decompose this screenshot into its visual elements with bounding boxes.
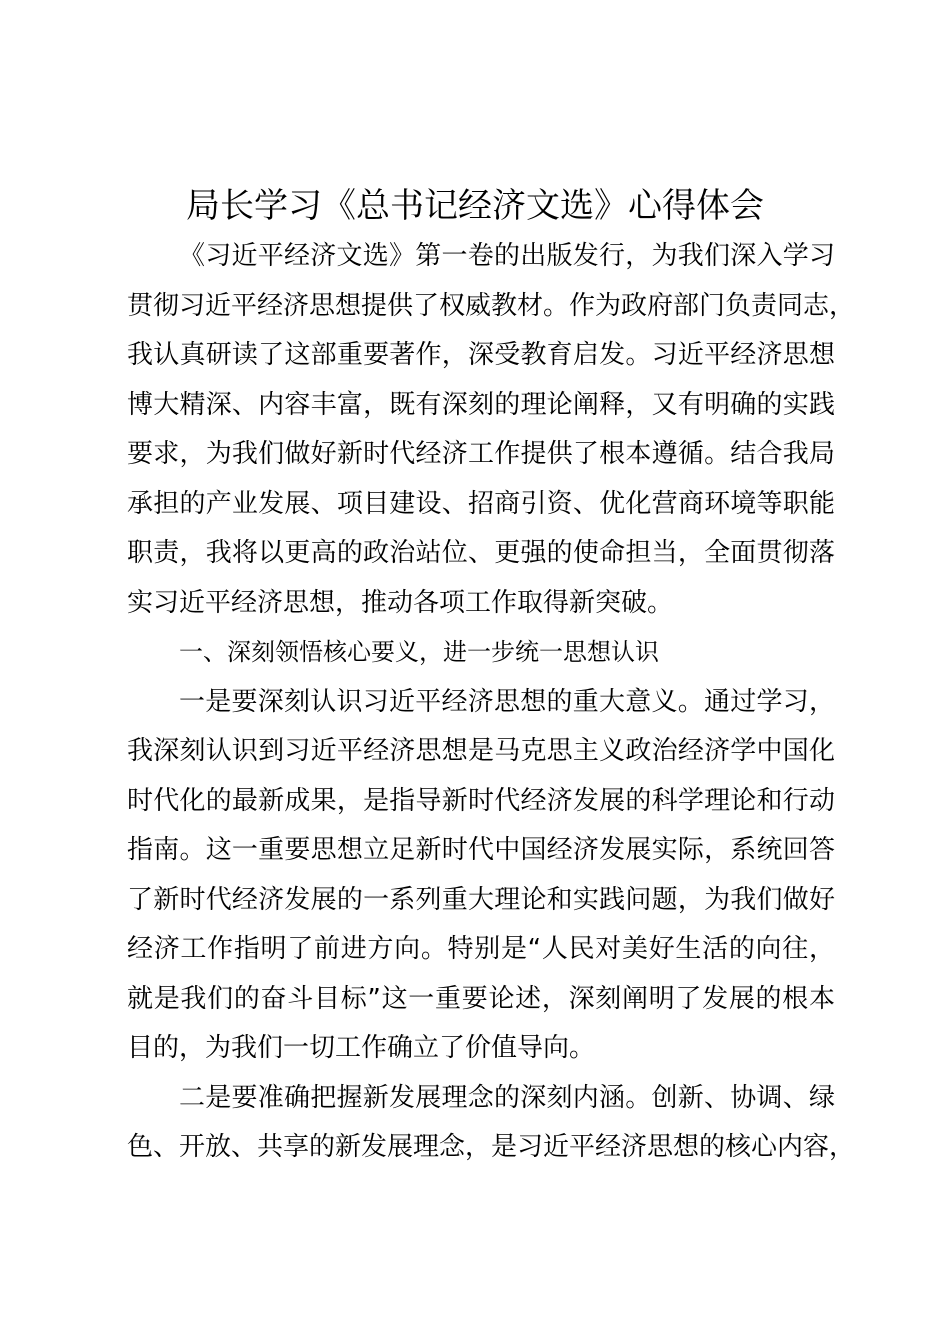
paragraph-line: 承担的产业发展、项目建设、招商引资、优化营商环境等职能 [127,488,835,519]
paragraph-line: 博大精深、内容丰富，既有深刻的理论阐释，又有明确的实践 [127,389,835,420]
paragraph-line: 就是我们的奋斗目标”这一重要论述，深刻阐明了发展的根本 [127,983,835,1014]
paragraph-line: 一是要深刻认识习近平经济思想的重大意义。通过学习， [179,686,835,717]
section-heading: 一、深刻领悟核心要义，进一步统一思想认识 [179,638,659,666]
paragraph-line: 《习近平经济文选》第一卷的出版发行，为我们深入学习 [179,241,835,271]
paragraph-line: 经济工作指明了前进方向。特别是“人民对美好生活的向往， [127,934,835,964]
paragraph-line: 二是要准确把握新发展理念的深刻内涵。创新、协调、绿 [179,1082,835,1113]
paragraph-line: 职责，我将以更高的政治站位、更强的使命担当，全面贯彻落 [127,538,835,568]
paragraph-line: 了新时代经济发展的一系列重大理论和实践问题，为我们做好 [127,884,835,915]
paragraph-line: 我深刻认识到习近平经济思想是马克思主义政治经济学中国化 [127,736,835,766]
paragraph-line: 时代化的最新成果，是指导新时代经济发展的科学理论和行动 [127,785,835,816]
paragraph-line: 目的，为我们一切工作确立了价值导向。 [127,1033,596,1063]
paragraph-line: 要求，为我们做好新时代经济工作提供了根本遵循。结合我局 [127,439,835,469]
document-title: 局长学习《总书记经济文选》心得体会 [186,186,764,226]
paragraph-line: 贯彻习近平经济思想提供了权威教材。作为政府部门负责同志， [127,290,856,321]
paragraph-line: 我认真研读了这部重要著作，深受教育启发。习近平经济思想 [127,340,835,370]
paragraph-line: 实习近平经济思想，推动各项工作取得新突破。 [127,587,674,618]
paragraph-line: 指南。这一重要思想立足新时代中国经济发展实际，系统回答 [127,835,835,865]
paragraph-line: 色、开放、共享的新发展理念，是习近平经济思想的核心内容， [127,1132,856,1162]
document-body [127,232,856,1173]
